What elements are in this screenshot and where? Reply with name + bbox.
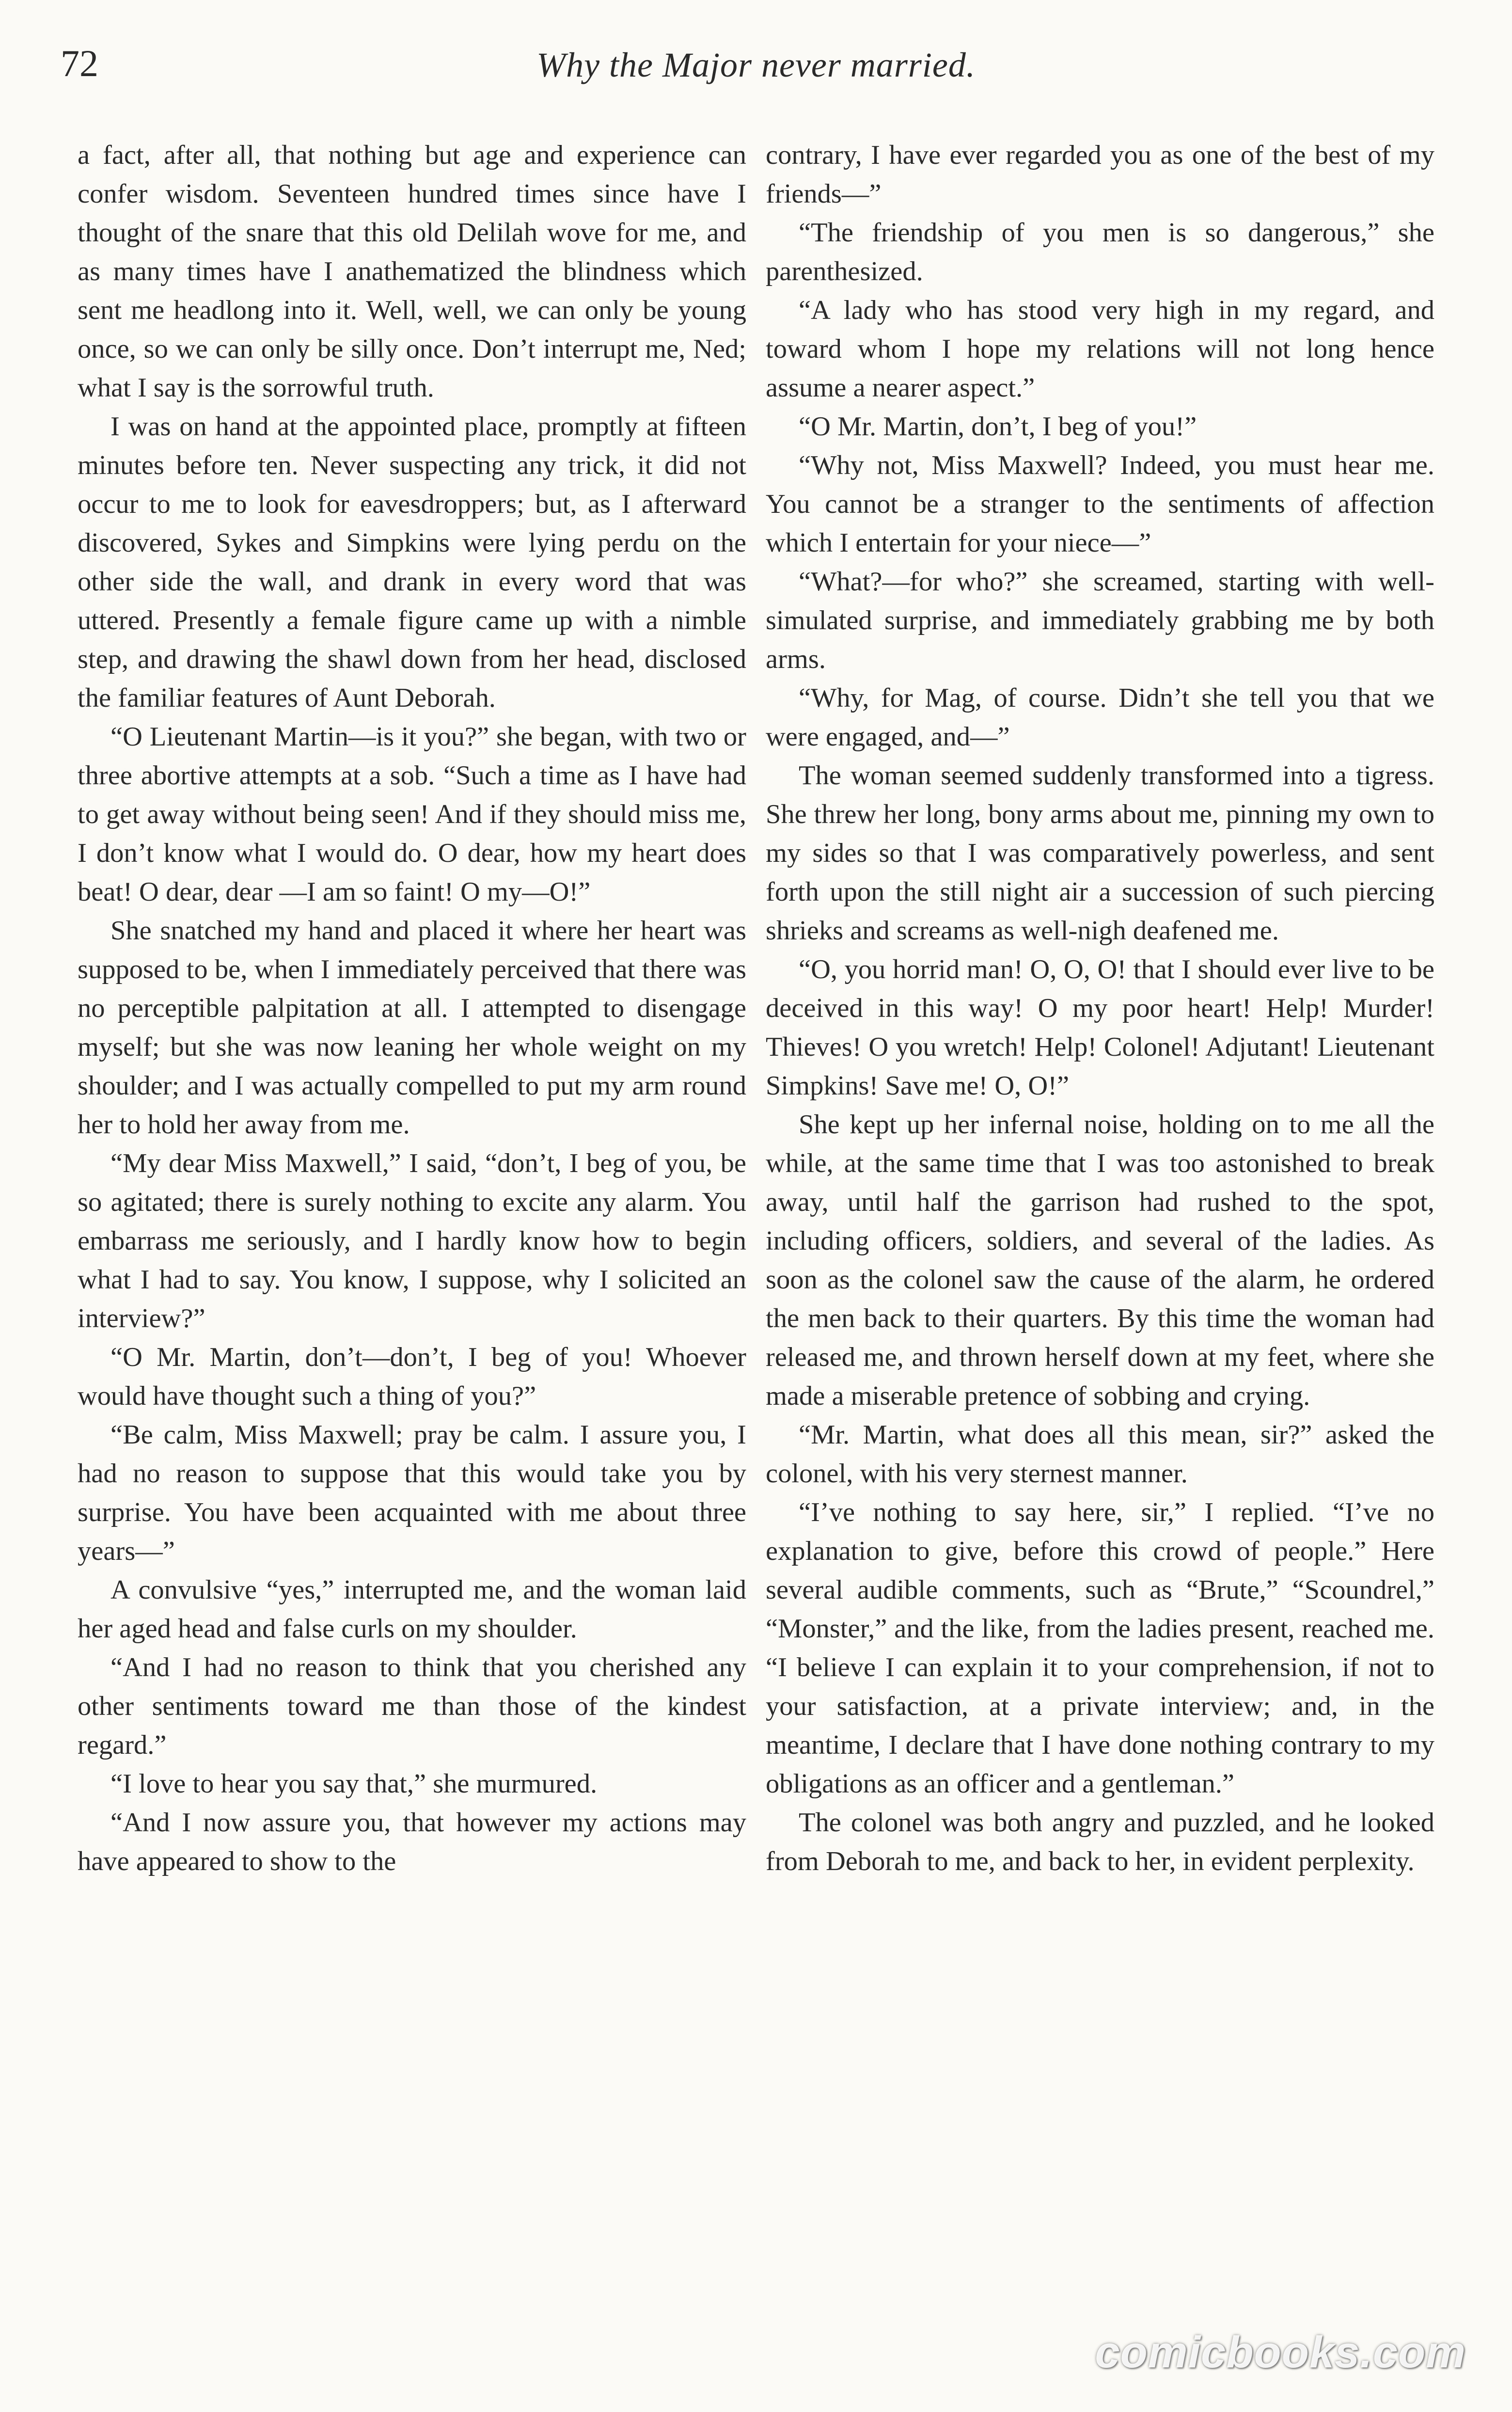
- paragraph: “Mr. Martin, what does all this mean, sir?” asked the colonel, with his very sternest manner.: [766, 1420, 1434, 1489]
- paragraph: The colonel was both angry and puzzled, and he looked from Deborah to me, and back to her, in evident perplexity.: [766, 1808, 1434, 1876]
- paragraph: “And I now assure you, that however my actions may have appeared to show to the: [78, 1808, 746, 1876]
- paragraph: “O Mr. Martin, don’t—don’t, I beg of you! Whoever would have thought such a thing of you?”: [78, 1342, 746, 1411]
- paragraph: “I love to hear you say that,” she murmured.: [110, 1769, 598, 1799]
- paragraph: contrary, I have ever regarded you as one of the best of my friends—”: [766, 140, 1434, 209]
- paragraph: I was on hand at the appointed place, promptly at fifteen minutes before ten. Never suspecting any trick, it did not occur to me to look for eavesdroppers; but, as I afterward discovered, Sykes and Simpkins were lying perdu on the other side the wall, and drank in every word that was uttered. Presently a female figure came up with a nimble step, and drawing the shawl down from her head, disclosed the familiar features of Aunt Deborah.: [78, 412, 746, 713]
- page-number: 72: [61, 42, 98, 84]
- paragraph: “The friendship of you men is so dangerous,” she parenthesized.: [766, 218, 1434, 286]
- paragraph: “And I had no reason to think that you cherished any other sentiments toward me than those of the kindest regard.”: [78, 1652, 746, 1760]
- paragraph: “My dear Miss Maxwell,” I said, “don’t, I beg of you, be so agitated; there is surely nothing to excite any alarm. You embarrass me seriously, and I hardly know how to begin what I had to say. You know, I suppose, why I solicited an interview?”: [78, 1148, 746, 1333]
- paragraph: She snatched my hand and placed it where her heart was supposed to be, when I immediately perceived that there was no perceptible palpitation at all. I attempted to disengage myself; but she was now leaning her whole weight on my shoulder; and I was actually compelled to put my arm round her to hold her away from me.: [78, 916, 746, 1140]
- paragraph: “O Mr. Martin, don’t, I beg of you!”: [799, 412, 1197, 442]
- running-head: Why the Major never married.: [536, 46, 976, 84]
- left-column: [78, 136, 746, 1881]
- paragraph: “What?—for who?” she screamed, starting with well-simulated surprise, and immediately grabbing me by both arms.: [766, 567, 1434, 674]
- paragraph: “Be calm, Miss Maxwell; pray be calm. I assure you, I had no reason to suppose that this would take you by surprise. You have been acquainted with me about three years—”: [78, 1420, 746, 1566]
- paragraph: “O, you horrid man! O, O, O! that I should ever live to be deceived in this way! O my poor heart! Help! Murder! Thieves! O you wretch! Help! Colonel! Adjutant! Lieutenant Simpkins! Save me! O, O!”: [766, 954, 1434, 1101]
- right-column: [766, 136, 1434, 1881]
- paragraph: “I’ve nothing to say here, sir,” I replied. “I’ve no explanation to give, before this crowd of people.” Here several audible comments, such as “Brute,” “Scoundrel,” “Monster,” and the like, from the ladies present, reached me. “I believe I can explain it to your comprehension, if not to your satisfaction, at a private interview; and, in the meantime, I declare that I have done nothing contrary to my obligations as an officer and a gentleman.”: [766, 1497, 1434, 1799]
- paragraph: “O Lieutenant Martin—is it you?” she began, with two or three abortive attempts at a sob. “Such a time as I have had to get away without being seen! And if they should miss me, I don’t know what I would do. O dear, how my heart does beat! O dear, dear —I am so faint! O my—O!”: [78, 722, 746, 907]
- paragraph: A convulsive “yes,” interrupted me, and the woman laid her aged head and false curls on my shoulder.: [78, 1575, 746, 1644]
- paragraph: “A lady who has stood very high in my regard, and toward whom I hope my relations will not long hence assume a nearer aspect.”: [766, 295, 1434, 403]
- watermark-logo: comicbooks.com: [1095, 2328, 1466, 2377]
- paragraph: She kept up her infernal noise, holding on to me all the while, at the same time that I was too astonished to break away, until half the garrison had rushed to the spot, including officers, soldiers, and several of the ladies. As soon as the colonel saw the cause of the alarm, he ordered the men back to their quarters. By this time the woman had released me, and thrown herself down at my feet, where she made a miserable pretence of sobbing and crying.: [766, 1110, 1434, 1411]
- paragraph: “Why not, Miss Maxwell? Indeed, you must hear me. You cannot be a stranger to the sentiments of affection which I entertain for your niece—”: [766, 450, 1434, 558]
- paragraph: a fact, after all, that nothing but age and experience can confer wisdom. Seventeen hundred times since have I thought of the snare that this old Delilah wove for me, and as many times have I anathematized the blindness which sent me headlong into it. Well, well, we can only be young once, so we can only be silly once. Don’t interrupt me, Ned; what I say is the sorrowful truth.: [78, 140, 746, 403]
- paragraph: “Why, for Mag, of course. Didn’t she tell you that we were engaged, and—”: [766, 683, 1434, 752]
- paragraph: The woman seemed suddenly transformed into a tigress. She threw her long, bony arms about me, pinning my own to my sides so that I was comparatively powerless, and sent forth upon the still night air a succession of such piercing shrieks and screams as well-nigh deafened me.: [766, 761, 1434, 946]
